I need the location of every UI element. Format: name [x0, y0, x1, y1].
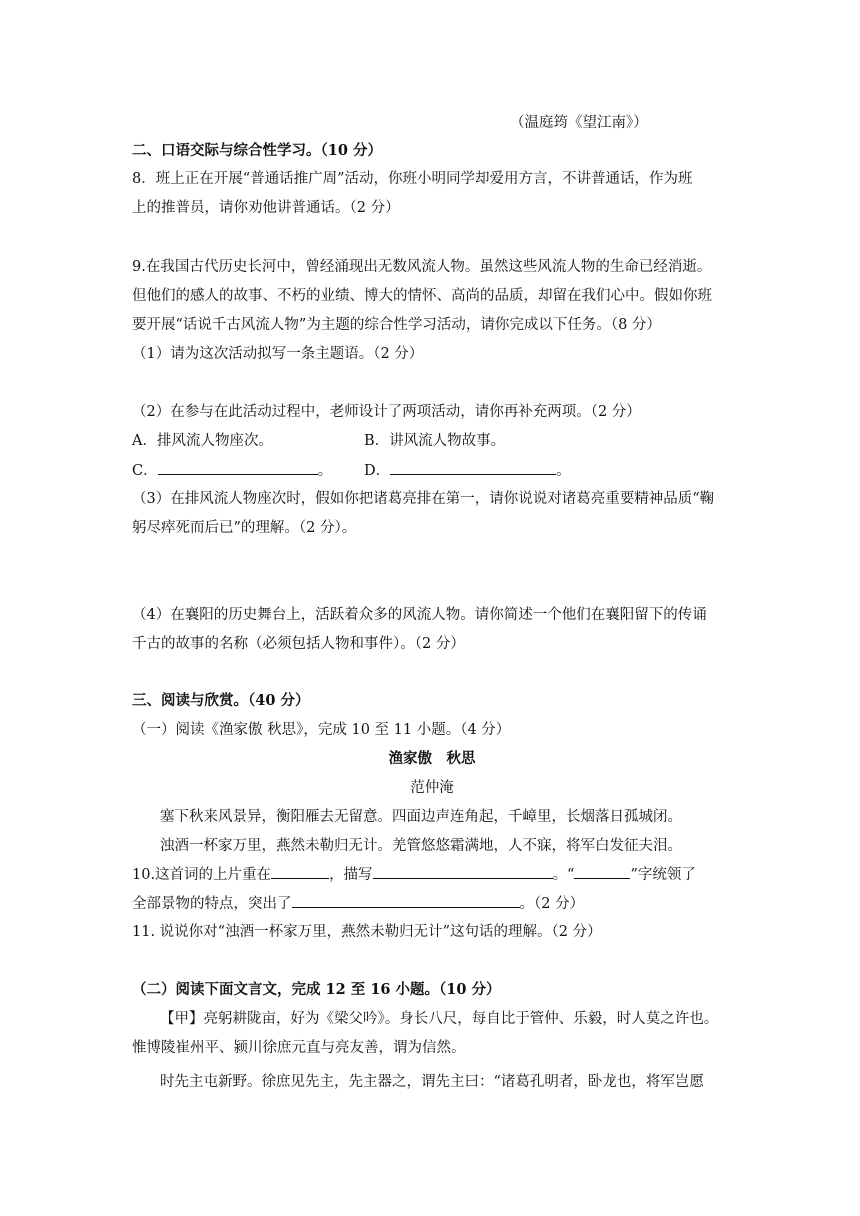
- option-a: A．排风流人物座次。: [132, 433, 273, 449]
- q10-text-d: ”字统领了: [630, 867, 696, 883]
- option-d: [364, 460, 571, 481]
- poem-title: 渔家傲 秋思: [388, 750, 476, 767]
- question-9-line-2: 但他们的感人的故事、不朽的业绩、博大的情怀、高尚的品质，却留在我们心中。假如你班: [132, 288, 712, 304]
- source-note: （温庭筠《望江南》）: [510, 115, 648, 131]
- part-1-intro: （一）阅读《渔家傲 秋思》，完成 10 至 11 小题。（4 分）: [132, 722, 511, 738]
- option-b: B．讲风流人物故事。: [364, 433, 506, 449]
- question-10-line-2: [132, 893, 732, 914]
- q10-blank-2[interactable]: [373, 864, 553, 879]
- q10-text-a: 10.这首词的上片重在: [132, 867, 272, 883]
- question-9-line-3: 要开展“话说千古风流人物”为主题的综合性学习活动，请你完成以下任务。（8 分）: [132, 317, 661, 333]
- q10-blank-1[interactable]: [271, 864, 329, 879]
- poem-line-1: 塞下秋来风景异，衡阳雁去无留意。四面边声连角起，千嶂里，长烟落日孤城闭。: [160, 809, 682, 825]
- q10-text-f: 。（2 分）: [519, 896, 585, 912]
- question-9-sub-4-line-2: 千古的故事的名称（必须包括人物和事件）。（2 分）: [132, 636, 465, 652]
- option-c-period: 。: [317, 463, 333, 479]
- section-3-heading: 三、阅读与欣赏。（40 分）: [132, 692, 310, 709]
- question-9-sub-3-line-2: 躬尽瘁死而后已”的理解。（2 分）。: [132, 520, 357, 536]
- q10-text-b: ，描写: [329, 867, 373, 883]
- q10-text-c: 。“: [552, 867, 575, 883]
- classical-para-1-line-1: 【甲】亮躬耕陇亩，好为《梁父吟》。身长八尺，每自比于管仲、乐毅，时人莫之许也。: [160, 1011, 719, 1027]
- question-10-line-1: [132, 864, 732, 885]
- option-c: [132, 460, 332, 481]
- option-d-label: D．: [364, 463, 391, 479]
- option-c-label: C．: [132, 463, 158, 479]
- q10-blank-4[interactable]: [292, 893, 520, 908]
- part-2-intro: （二）阅读下面文言文，完成 12 至 16 小题。（10 分）: [132, 981, 501, 998]
- question-9-sub-2: （2）在参与在此活动过程中，老师设计了两项活动，请你再补充两项。（2 分）: [132, 404, 641, 420]
- option-d-period: 。: [556, 463, 571, 479]
- q10-text-e: 全部景物的特点，突出了: [132, 896, 292, 912]
- question-9-sub-3-line-1: （3）在排风流人物座次时，假如你把诸葛亮排在第一，请你说说对诸葛亮重要精神品质“鞠: [132, 491, 715, 507]
- question-8-line-2: 上的推普员，请你劝他讲普通话。（2 分）: [132, 200, 400, 216]
- poem-line-2: 浊酒一杯家万里，燕然未勒归无计。羌管悠悠霜满地，人不寐，将军白发征夫泪。: [160, 838, 682, 854]
- question-9-sub-4-line-1: （4）在襄阳的历史舞台上，活跃着众多的风流人物。请你简述一个他们在襄阳留下的传诵: [132, 607, 707, 623]
- poem-author: 范仲淹: [410, 780, 454, 796]
- option-d-blank[interactable]: [390, 460, 556, 475]
- option-c-blank[interactable]: [158, 460, 318, 475]
- question-9-line-1: 9.在我国古代历史长河中，曾经涌现出无数风流人物。虽然这些风流人物的生命已经消逝。: [132, 259, 712, 275]
- question-11: 11. 说说你对“浊酒一杯家万里，燕然未勒归无计”这句话的理解。（2 分）: [132, 924, 602, 940]
- classical-para-2-line-1: 时先主屯新野。徐庶见先主，先主器之，谓先主曰：“诸葛孔明者，卧龙也，将军岂愿: [160, 1074, 704, 1090]
- section-2-heading: 二、口语交际与综合性学习。（10 分）: [132, 142, 382, 159]
- classical-para-1-line-2: 惟博陵崔州平、颍川徐庶元直与亮友善，谓为信然。: [132, 1040, 466, 1056]
- question-8-line-1: 8．班上正在开展“普通话推广周”活动，你班小明同学却爱用方言，不讲普通话，作为班: [132, 171, 693, 187]
- q10-blank-3[interactable]: [574, 864, 630, 879]
- question-9-sub-1: （1）请为这次活动拟写一条主题语。（2 分）: [132, 346, 424, 362]
